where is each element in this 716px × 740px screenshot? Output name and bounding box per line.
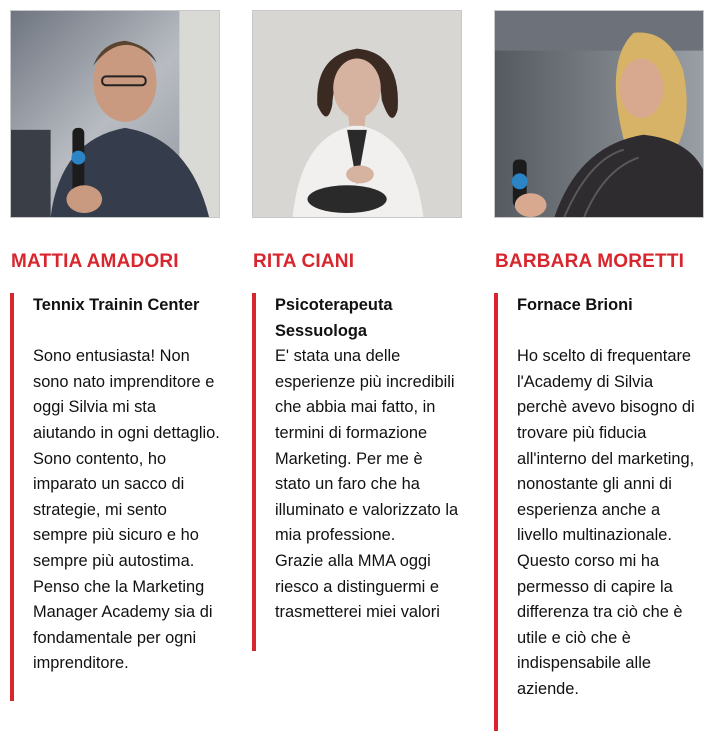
person-name: BARBARA MORETTI [495, 251, 685, 272]
company-label: Psicoterapeuta Sessuologa [275, 296, 393, 340]
testimonial-quote [10, 293, 220, 701]
portrait-photo [10, 10, 220, 218]
portrait-woman-white-jacket [253, 11, 461, 217]
person-name: RITA CIANI [253, 251, 355, 272]
portrait-photo [494, 10, 704, 218]
company-label: Fornace Brioni [517, 296, 633, 314]
portrait-man-with-microphone [11, 11, 219, 217]
portrait-photo [252, 10, 462, 218]
testimonial-text: Grazie alla MMA oggi riesco a distinguermi e trasmetterei miei valori [275, 551, 440, 622]
portrait-woman-with-microphone [495, 11, 703, 217]
testimonial-text: E' stata una delle esperienze più incredibili che abbia mai fatto, in termini di formazione Marketing. Per me è stato un faro che ha illuminato e valorizzato la mia professione. [275, 347, 459, 545]
testimonial-text: Ho scelto di frequentare l'Academy di Silvia perchè avevo bisogno di trovare più fiducia all'interno del marketing, nonostante gli anni di esperienza anche a livello multinazionale. [517, 347, 695, 545]
person-name: MATTIA AMADORI [11, 251, 179, 272]
testimonial-text: Questo corso mi ha permesso di capire la differenza tra ciò che è utile e ciò che è indispensabile alle aziende. [517, 551, 683, 698]
testimonial-text: Sono entusiasta! Non sono nato imprenditore e oggi Silvia mi sta aiutando in ogni dettaglio. Sono contento, ho imparato un sacco di strategie, mi sento sempre più sicuro e ho sempre più autostima. Penso che la Marketing Manager Academy sia di fondamentale per ogni imprenditore. [33, 347, 220, 673]
testimonial-quote [494, 293, 704, 731]
testimonial-quote [252, 293, 462, 651]
company-label: Tennix Trainin Center [33, 296, 200, 314]
